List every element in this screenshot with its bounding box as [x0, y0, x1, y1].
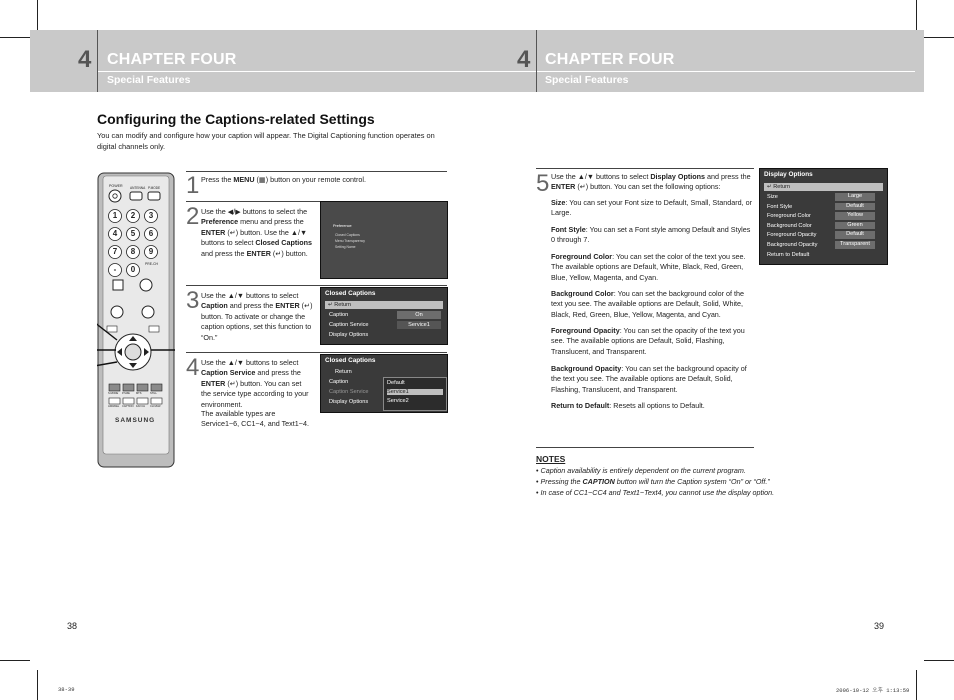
right-chapter-title: CHAPTER FOUR	[545, 51, 675, 68]
left-chapter-number: 4	[78, 46, 92, 73]
osd-display-row-value: Green	[835, 222, 875, 230]
option-paragraph	[551, 198, 754, 219]
left-chapter-subtitle: Special Features	[107, 74, 191, 86]
option-text: : You can set your Font size to Default, Small, Standard, or Large.	[551, 198, 752, 218]
step-5-text-part: (↵) button. You can set the following options:	[575, 182, 721, 192]
osd-cc2-row-label: Caption Service	[329, 389, 369, 395]
osd-preference-item: Closed Captions	[335, 233, 360, 237]
step-2-text-part: menu and press the	[238, 217, 304, 227]
step-4-text-part: and press the	[255, 368, 301, 378]
option-text: : You can set the opacity of the text you see. The available options are Default, Solid, Flashing, Translucent, and Transparent.	[551, 326, 745, 356]
note-bullet: •	[536, 488, 541, 497]
note-bullet: •	[536, 466, 541, 475]
step-1-rule	[186, 171, 447, 172]
osd-display-row-value: Default	[835, 231, 875, 239]
step-1-text-part: (	[254, 175, 259, 184]
notes-rule	[536, 447, 754, 448]
osd-cc1-row-label: Caption	[329, 312, 349, 318]
step-4-text-part: Caption Service	[201, 368, 256, 378]
step-1-text	[201, 175, 441, 185]
step-2-text-part: Preference	[201, 217, 239, 227]
remote-color-label: P.SIZE	[122, 392, 130, 395]
step-4-extra-text: The available types are Service1~6, CC1~4, and Text1~4.	[201, 409, 309, 429]
note-bullet: •	[536, 477, 541, 486]
option-paragraph	[551, 326, 754, 357]
remote-digit-label: 8	[130, 247, 136, 256]
remote-pmode-label: P.MODE	[148, 186, 161, 190]
option-text: : You can set the color of the text you see. The available options are Default, White, Black, Red, Green, Blue, Yellow, Magenta, and Cyan.	[551, 252, 746, 282]
step-5-text-part: ENTER	[551, 182, 576, 192]
step-2-text-part: Use the ◀/▶ buttons to select the	[201, 207, 308, 216]
step-1-text-part: Press the	[201, 175, 234, 184]
osd-display-title: Display Options	[764, 171, 813, 178]
osd-preference-title: Preference	[333, 224, 352, 228]
left-header-divider	[97, 30, 98, 92]
remote-digit-label: 7	[112, 247, 118, 256]
remote-control-illustration	[97, 172, 175, 468]
osd-cc2-row-label: Caption	[329, 379, 349, 385]
step-4-text-part: (↵) button. You can set the service type according to your environment.	[201, 378, 309, 409]
remote-color-label: S.MODE	[108, 392, 119, 395]
option-label: Return to Default	[551, 401, 610, 410]
footer-code: 38-39	[58, 686, 75, 693]
option-label: Background Opacity	[551, 364, 622, 373]
osd-preference-screen	[320, 201, 448, 279]
step-2-text-part: (↵) button. Use the ▲/▼ buttons to select	[201, 227, 308, 248]
step-3-text-part: (↵) button. To activate or change the caption options, set this function to “On.”	[201, 301, 313, 342]
osd-cc1-return: ↵ Return	[325, 301, 443, 309]
option-text: : Resets all options to Default.	[609, 401, 705, 410]
step-1-text-part: MENU	[233, 175, 255, 184]
remote-digit-label: 3	[148, 211, 154, 220]
remote-power-label: POWER	[109, 184, 123, 188]
remote-digit-label: 9	[148, 247, 154, 256]
step-1-text-part: ) button on your remote control.	[265, 175, 366, 184]
osd-display-row-value: Yellow	[835, 212, 875, 220]
osd-cc1-row-label: Caption Service	[329, 322, 369, 328]
osd-closed-captions-step3	[320, 287, 448, 345]
remote-digit-label: 4	[112, 229, 118, 238]
crop-mark	[924, 660, 954, 661]
step-5-text-part: and press the	[705, 172, 751, 181]
remote-prech-label: PRE-CH	[145, 262, 158, 266]
option-text: : You can set the background color of the text you see. The available options are Default, Solid, White, Black, Red, Green, Blue, Yellow, Magenta, and Cyan.	[551, 289, 744, 319]
remote-antenna-label: ANTENNA	[130, 186, 146, 190]
osd-display-row-label: Background Opacity	[767, 242, 818, 248]
osd-cc2-option: Service2	[387, 398, 409, 404]
step-4-text-part: ENTER	[201, 378, 226, 388]
step-4-text	[201, 358, 313, 410]
step-4-text-part: Use the ▲/▼ buttons to select	[201, 358, 299, 367]
osd-display-row-value: Default	[835, 203, 875, 211]
note-text: Pressing the	[540, 477, 583, 486]
step-5-text	[551, 172, 751, 193]
option-label: Foreground Color	[551, 252, 613, 261]
step-2-text-part: and press the	[201, 248, 247, 258]
osd-cc2-row-label: Display Options	[329, 399, 369, 405]
left-header-rule	[98, 71, 537, 72]
note-text-rest: button will turn the Caption system “On” or “Off.”	[614, 477, 770, 486]
right-page-number: 39	[874, 621, 885, 631]
left-page-number: 38	[67, 621, 78, 631]
option-label: Background Color	[551, 289, 614, 298]
note-item	[536, 466, 746, 475]
osd-cc2-title: Closed Captions	[325, 357, 376, 364]
step-3-rule	[186, 285, 447, 286]
remote-bottom-label: FAV.CH	[136, 405, 145, 408]
remote-color-label: STILL	[150, 392, 157, 395]
remote-digit-label: 0	[130, 265, 136, 274]
step-5-number: 5	[536, 170, 550, 197]
option-label: Font Style	[551, 225, 586, 234]
osd-preference-item: Setting Name	[335, 245, 356, 249]
crop-mark	[37, 0, 38, 30]
remote-brand-logo: SAMSUNG	[115, 417, 156, 424]
option-paragraph	[551, 225, 754, 246]
osd-cc2-option: Service1	[387, 389, 443, 395]
option-paragraph	[551, 401, 754, 411]
osd-closed-captions-step4	[320, 354, 448, 413]
step-4-number: 4	[186, 354, 200, 381]
osd-display-options	[759, 168, 888, 265]
remote-digit-label: -	[113, 265, 117, 274]
right-header-rule	[537, 71, 915, 72]
step-2-text-part: ENTER	[246, 248, 271, 258]
option-label: Size	[551, 198, 566, 207]
step-5-text-part: Use the ▲/▼ buttons to select	[551, 172, 651, 181]
osd-display-row-label: Foreground Opacity	[767, 232, 817, 239]
step-1-number: 1	[186, 172, 200, 199]
option-paragraph	[551, 289, 754, 320]
right-chapter-number: 4	[517, 46, 531, 73]
osd-display-row-label: Background Color	[767, 222, 812, 229]
footer-timestamp: 2006-10-12 오후 1:13:59	[836, 687, 910, 694]
osd-cc1-row-value: On	[397, 311, 441, 319]
step-3-text	[201, 291, 317, 343]
option-paragraph	[551, 364, 754, 395]
osd-display-return: ↵ Return	[764, 183, 883, 191]
step-3-text-part: ENTER	[275, 301, 300, 311]
osd-cc2-return: Return	[335, 369, 352, 375]
osd-cc1-title: Closed Captions	[325, 290, 376, 297]
note-text: In case of CC1~CC4 and Text1~Text4, you cannot use the display option.	[540, 488, 775, 497]
step-3-number: 3	[186, 287, 200, 314]
remote-digit-label: 2	[130, 211, 136, 220]
step-2-text-part: ENTER	[201, 227, 226, 237]
page-title: Configuring the Captions-related Settings	[97, 111, 375, 127]
step-2-text	[201, 207, 313, 259]
osd-display-row-label: Font Style	[767, 203, 793, 210]
step-3-text-part: and press the	[227, 301, 276, 311]
note-bold: CAPTION	[582, 477, 615, 486]
step-3-text-part: Caption	[201, 301, 228, 311]
option-text: : You can set a Font style among Default and Styles 0 through 7.	[551, 225, 751, 245]
osd-cc1-row-value: Service1	[397, 321, 441, 329]
step-2-text-part: (↵) button.	[270, 248, 308, 258]
osd-display-row-label: Size	[767, 194, 778, 200]
option-paragraph	[551, 252, 754, 283]
remote-digit-label: 1	[112, 211, 118, 220]
remote-bottom-label: ADD/DEL	[108, 405, 120, 408]
crop-mark	[37, 670, 38, 700]
step-5-text-part: Display Options	[650, 172, 706, 181]
remote-color-label: MTS	[136, 392, 142, 395]
right-chapter-subtitle: Special Features	[545, 74, 629, 86]
osd-display-row-label: Return to Default	[767, 251, 810, 258]
osd-cc2-option: Default	[387, 380, 405, 386]
step-3-text-part: Use the ▲/▼ buttons to select	[201, 291, 299, 300]
step-2-text-part: Closed Captions	[255, 238, 313, 248]
step-1-text-part: ▦	[258, 175, 266, 184]
note-item	[536, 477, 770, 486]
osd-preference-item: Menu Transparency	[335, 239, 365, 243]
crop-mark	[924, 37, 954, 38]
osd-display-row-label: Foreground Color	[767, 213, 811, 220]
remote-digit-label: 6	[148, 229, 154, 238]
osd-cc1-row-label: Display Options	[329, 332, 369, 338]
remote-bottom-label: CH MGR	[150, 405, 161, 408]
step-5-rule	[536, 168, 754, 169]
step-2-number: 2	[186, 203, 200, 230]
osd-display-row-value: Large	[835, 193, 875, 201]
note-text: Caption availability is entirely dependent on the current program.	[540, 466, 746, 475]
remote-bottom-label: CAPTION	[122, 405, 134, 408]
step-4-rule	[186, 352, 447, 353]
option-label: Foreground Opacity	[551, 326, 620, 335]
note-item	[536, 488, 774, 497]
crop-mark	[916, 0, 917, 30]
option-text: : You can set the background opacity of the text you see. The available options are Default, Solid, Flashing, Translucent, and Transparent.	[551, 364, 747, 394]
osd-display-row-value: Transparent	[835, 241, 875, 249]
crop-mark	[0, 660, 30, 661]
crop-mark	[0, 37, 30, 38]
intro-paragraph: You can modify and configure how your caption will appear. The Digital Captioning function operates on digital channels only.	[97, 131, 435, 151]
right-header-divider	[536, 30, 537, 92]
crop-mark	[916, 670, 917, 700]
left-chapter-title: CHAPTER FOUR	[107, 51, 237, 68]
remote-digit-label: 5	[130, 229, 136, 238]
notes-title: NOTES	[536, 454, 566, 464]
